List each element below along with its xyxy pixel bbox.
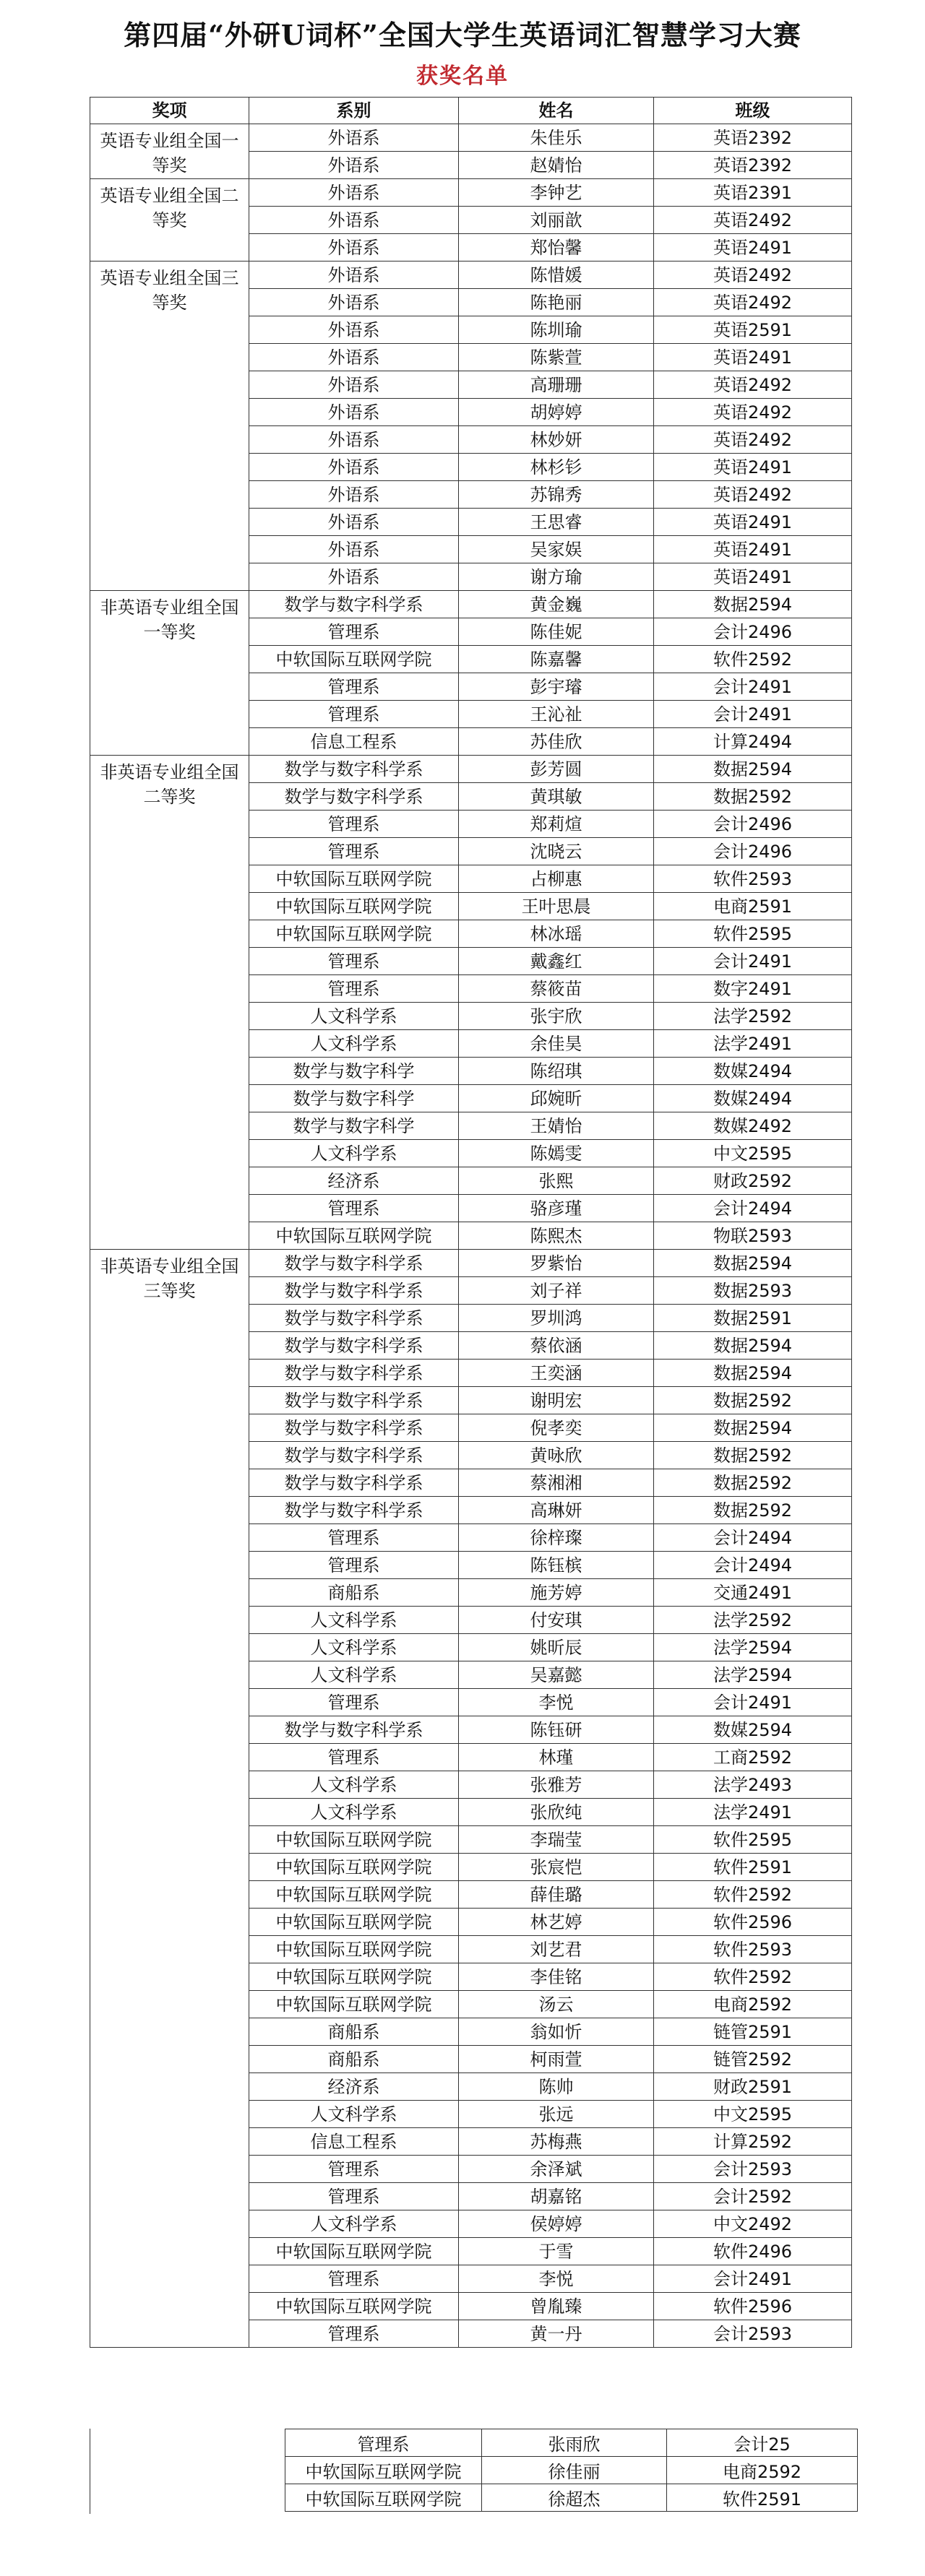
department-cell: 外语系	[249, 262, 459, 289]
class-cell: 数字2491	[654, 975, 852, 1003]
name-cell: 苏锦秀	[459, 481, 654, 509]
name-cell: 张欣纯	[459, 1799, 654, 1826]
department-cell: 数学与数字科学系	[249, 1469, 459, 1497]
name-cell: 张宸恺	[459, 1854, 654, 1881]
department-cell: 数学与数字科学系	[249, 591, 459, 618]
class-cell: 数据2594	[654, 591, 852, 618]
name-cell: 陈熙杰	[459, 1222, 654, 1250]
name-cell: 黄咏欣	[459, 1442, 654, 1469]
name-cell: 柯雨萱	[459, 2046, 654, 2073]
name-cell: 徐佳丽	[482, 2457, 667, 2484]
name-cell: 陈嫣雯	[459, 1140, 654, 1167]
name-cell: 李悦	[459, 1689, 654, 1716]
class-cell: 数据2594	[654, 1250, 852, 1277]
department-cell: 外语系	[249, 426, 459, 454]
department-cell: 外语系	[249, 454, 459, 481]
class-cell: 英语2492	[654, 371, 852, 399]
name-cell: 李佳铭	[459, 1963, 654, 1991]
class-cell: 法学2594	[654, 1661, 852, 1689]
extra-rows-table	[285, 2429, 858, 2512]
class-cell: 数据2594	[654, 1360, 852, 1387]
name-cell: 陈绍琪	[459, 1058, 654, 1085]
department-cell: 人文科学系	[249, 1634, 459, 1661]
name-cell: 余泽斌	[459, 2156, 654, 2183]
class-cell: 链管2591	[654, 2018, 852, 2046]
name-cell: 陈钰槟	[459, 1552, 654, 1579]
class-cell: 软件2592	[654, 1963, 852, 1991]
class-cell: 法学2592	[654, 1607, 852, 1634]
name-cell: 陈佳妮	[459, 618, 654, 646]
class-cell: 会计2593	[654, 2156, 852, 2183]
class-cell: 中文2492	[654, 2210, 852, 2238]
table-row	[90, 179, 852, 207]
class-cell: 英语2491	[654, 344, 852, 371]
class-cell: 数据2594	[654, 1414, 852, 1442]
department-cell: 管理系	[249, 1524, 459, 1552]
department-cell: 数学与数字科学系	[249, 1442, 459, 1469]
department-cell: 外语系	[249, 509, 459, 536]
name-cell: 蔡依涵	[459, 1332, 654, 1360]
department-cell: 中软国际互联网学院	[249, 1826, 459, 1854]
class-cell: 英语2392	[654, 124, 852, 152]
department-cell: 中软国际互联网学院	[249, 2238, 459, 2265]
department-cell: 数学与数字科学系	[249, 1305, 459, 1332]
class-cell: 英语2492	[654, 481, 852, 509]
class-cell: 中文2595	[654, 1140, 852, 1167]
department-cell: 外语系	[249, 563, 459, 591]
table-header-row	[90, 98, 852, 124]
class-cell: 会计2491	[654, 673, 852, 701]
department-cell: 管理系	[249, 673, 459, 701]
department-cell: 数学与数字科学	[249, 1112, 459, 1140]
department-cell: 中软国际互联网学院	[249, 1854, 459, 1881]
department-cell: 外语系	[249, 399, 459, 426]
department-cell: 管理系	[249, 975, 459, 1003]
department-cell: 外语系	[249, 344, 459, 371]
name-cell: 吴嘉懿	[459, 1661, 654, 1689]
department-cell: 外语系	[249, 289, 459, 316]
name-cell: 陈圳瑜	[459, 316, 654, 344]
department-cell: 外语系	[249, 124, 459, 152]
table-row	[90, 262, 852, 289]
name-cell: 朱佳乐	[459, 124, 654, 152]
class-cell: 数媒2494	[654, 1085, 852, 1112]
department-cell: 中软国际互联网学院	[285, 2484, 482, 2512]
department-cell: 管理系	[249, 1689, 459, 1716]
class-cell: 软件2593	[654, 865, 852, 893]
table-row	[90, 591, 852, 618]
name-cell: 林瑾	[459, 1744, 654, 1771]
name-cell: 林妙妍	[459, 426, 654, 454]
department-cell: 数学与数字科学系	[249, 1497, 459, 1524]
department-cell: 管理系	[249, 618, 459, 646]
name-cell: 沈晓云	[459, 838, 654, 865]
department-cell: 人文科学系	[249, 1003, 459, 1030]
class-cell: 软件2591	[654, 1854, 852, 1881]
class-cell: 软件2595	[654, 920, 852, 948]
prize-cell: 英语专业组全国一等奖	[90, 124, 249, 179]
class-cell: 会计2496	[654, 618, 852, 646]
department-cell: 中软国际互联网学院	[249, 865, 459, 893]
department-cell: 人文科学系	[249, 1661, 459, 1689]
class-cell: 英语2392	[654, 152, 852, 179]
name-cell: 彭芳圆	[459, 756, 654, 783]
class-cell: 会计2494	[654, 1552, 852, 1579]
department-cell: 管理系	[249, 838, 459, 865]
name-cell: 陈艳丽	[459, 289, 654, 316]
name-cell: 施芳婷	[459, 1579, 654, 1607]
department-cell: 管理系	[249, 2156, 459, 2183]
class-cell: 数据2593	[654, 1277, 852, 1305]
department-cell: 管理系	[285, 2429, 482, 2457]
department-cell: 外语系	[249, 207, 459, 234]
name-cell: 薛佳璐	[459, 1881, 654, 1909]
class-cell: 会计2496	[654, 838, 852, 865]
class-cell: 英语2591	[654, 316, 852, 344]
class-cell: 法学2491	[654, 1030, 852, 1058]
class-cell: 数据2594	[654, 756, 852, 783]
name-cell: 刘丽歆	[459, 207, 654, 234]
name-cell: 邱婉昕	[459, 1085, 654, 1112]
department-cell: 外语系	[249, 536, 459, 563]
name-cell: 郑怡馨	[459, 234, 654, 262]
department-cell: 中软国际互联网学院	[249, 920, 459, 948]
class-cell: 英语2492	[654, 207, 852, 234]
class-cell: 数据2592	[654, 783, 852, 811]
department-cell: 数学与数字科学系	[249, 783, 459, 811]
department-cell: 数学与数字科学系	[249, 1716, 459, 1744]
department-cell: 商船系	[249, 1579, 459, 1607]
department-cell: 信息工程系	[249, 2128, 459, 2156]
class-cell: 软件2593	[654, 1936, 852, 1963]
class-cell: 英语2491	[654, 454, 852, 481]
department-cell: 中软国际互联网学院	[249, 2293, 459, 2320]
name-cell: 李悦	[459, 2265, 654, 2293]
prize-cell: 非英语专业组全国三等奖	[90, 1250, 249, 2348]
name-cell: 张宇欣	[459, 1003, 654, 1030]
class-cell: 数据2591	[654, 1305, 852, 1332]
class-cell: 英语2491	[654, 563, 852, 591]
department-cell: 外语系	[249, 234, 459, 262]
name-cell: 吴家娱	[459, 536, 654, 563]
department-cell: 中软国际互联网学院	[249, 646, 459, 673]
name-cell: 蔡筱苗	[459, 975, 654, 1003]
department-cell: 商船系	[249, 2046, 459, 2073]
department-cell: 外语系	[249, 152, 459, 179]
name-cell: 倪孝奕	[459, 1414, 654, 1442]
table-row	[285, 2429, 858, 2457]
class-cell: 中文2595	[654, 2101, 852, 2128]
class-cell: 数媒2492	[654, 1112, 852, 1140]
department-cell: 商船系	[249, 2018, 459, 2046]
name-cell: 占柳惠	[459, 865, 654, 893]
department-cell: 人文科学系	[249, 1607, 459, 1634]
name-cell: 付安琪	[459, 1607, 654, 1634]
class-cell: 交通2491	[654, 1579, 852, 1607]
name-cell: 王奕涵	[459, 1360, 654, 1387]
name-cell: 汤云	[459, 1991, 654, 2018]
department-cell: 管理系	[249, 1195, 459, 1222]
name-cell: 彭宇璿	[459, 673, 654, 701]
class-cell: 英语2491	[654, 536, 852, 563]
name-cell: 黄琪敏	[459, 783, 654, 811]
extra-rows-left-border	[90, 2429, 285, 2514]
department-cell: 人文科学系	[249, 2101, 459, 2128]
class-cell: 英语2391	[654, 179, 852, 207]
class-cell: 英语2491	[654, 234, 852, 262]
department-cell: 人文科学系	[249, 2210, 459, 2238]
department-cell: 管理系	[249, 2183, 459, 2210]
class-cell: 电商2592	[667, 2457, 858, 2484]
class-cell: 英语2491	[654, 509, 852, 536]
class-cell: 会计2593	[654, 2320, 852, 2348]
department-cell: 数学与数字科学系	[249, 1360, 459, 1387]
name-cell: 苏佳欣	[459, 728, 654, 756]
class-cell: 财政2591	[654, 2073, 852, 2101]
header-name: 姓名	[459, 98, 654, 124]
class-cell: 物联2593	[654, 1222, 852, 1250]
header-department: 系别	[249, 98, 459, 124]
class-cell: 数媒2494	[654, 1058, 852, 1085]
award-table-body	[90, 124, 852, 2348]
department-cell: 信息工程系	[249, 728, 459, 756]
class-cell: 数据2594	[654, 1332, 852, 1360]
class-cell: 软件2592	[654, 1881, 852, 1909]
class-cell: 软件2591	[667, 2484, 858, 2512]
department-cell: 人文科学系	[249, 1799, 459, 1826]
prize-cell: 非英语专业组全国二等奖	[90, 756, 249, 1250]
prize-cell: 英语专业组全国二等奖	[90, 179, 249, 262]
department-cell: 人文科学系	[249, 1140, 459, 1167]
table-row	[285, 2457, 858, 2484]
department-cell: 外语系	[249, 179, 459, 207]
class-cell: 会计2491	[654, 948, 852, 975]
department-cell: 管理系	[249, 1552, 459, 1579]
name-cell: 王叶思晨	[459, 893, 654, 920]
class-cell: 软件2595	[654, 1826, 852, 1854]
name-cell: 王沁祉	[459, 701, 654, 728]
department-cell: 数学与数字科学	[249, 1085, 459, 1112]
class-cell: 会计2491	[654, 2265, 852, 2293]
name-cell: 郑莉煊	[459, 811, 654, 838]
name-cell: 张雅芳	[459, 1771, 654, 1799]
department-cell: 数学与数字科学系	[249, 1387, 459, 1414]
table-row	[285, 2484, 858, 2512]
name-cell: 李瑞莹	[459, 1826, 654, 1854]
name-cell: 张远	[459, 2101, 654, 2128]
department-cell: 中软国际互联网学院	[285, 2457, 482, 2484]
name-cell: 苏梅燕	[459, 2128, 654, 2156]
prize-cell: 英语专业组全国三等奖	[90, 262, 249, 591]
class-cell: 电商2591	[654, 893, 852, 920]
department-cell: 管理系	[249, 701, 459, 728]
department-cell: 管理系	[249, 948, 459, 975]
department-cell: 数学与数字科学系	[249, 1414, 459, 1442]
name-cell: 陈钰研	[459, 1716, 654, 1744]
name-cell: 王思睿	[459, 509, 654, 536]
class-cell: 软件2496	[654, 2238, 852, 2265]
department-cell: 数学与数字科学	[249, 1058, 459, 1085]
class-cell: 法学2493	[654, 1771, 852, 1799]
name-cell: 林冰瑶	[459, 920, 654, 948]
name-cell: 陈嘉馨	[459, 646, 654, 673]
name-cell: 陈惜媛	[459, 262, 654, 289]
department-cell: 经济系	[249, 2073, 459, 2101]
name-cell: 骆彦瑾	[459, 1195, 654, 1222]
table-row	[90, 124, 852, 152]
class-cell: 计算2592	[654, 2128, 852, 2156]
class-cell: 链管2592	[654, 2046, 852, 2073]
department-cell: 外语系	[249, 316, 459, 344]
class-cell: 数据2592	[654, 1387, 852, 1414]
class-cell: 软件2592	[654, 646, 852, 673]
department-cell: 中软国际互联网学院	[249, 1222, 459, 1250]
department-cell: 管理系	[249, 2320, 459, 2348]
document-subtitle: 获奖名单	[416, 64, 509, 89]
name-cell: 戴鑫红	[459, 948, 654, 975]
department-cell: 中软国际互联网学院	[249, 1936, 459, 1963]
name-cell: 徐梓璨	[459, 1524, 654, 1552]
department-cell: 经济系	[249, 1167, 459, 1195]
department-cell: 数学与数字科学系	[249, 1332, 459, 1360]
department-cell: 中软国际互联网学院	[249, 1881, 459, 1909]
class-cell: 法学2594	[654, 1634, 852, 1661]
name-cell: 黄一丹	[459, 2320, 654, 2348]
name-cell: 谢方瑜	[459, 563, 654, 591]
class-cell: 工商2592	[654, 1744, 852, 1771]
name-cell: 陈紫萱	[459, 344, 654, 371]
name-cell: 张熙	[459, 1167, 654, 1195]
class-cell: 电商2592	[654, 1991, 852, 2018]
department-cell: 数学与数字科学系	[249, 756, 459, 783]
department-cell: 管理系	[249, 1744, 459, 1771]
class-cell: 会计2496	[654, 811, 852, 838]
name-cell: 翁如忻	[459, 2018, 654, 2046]
name-cell: 陈帅	[459, 2073, 654, 2101]
department-cell: 人文科学系	[249, 1771, 459, 1799]
department-cell: 数学与数字科学系	[249, 1277, 459, 1305]
prize-cell: 非英语专业组全国一等奖	[90, 591, 249, 756]
class-cell: 财政2592	[654, 1167, 852, 1195]
class-cell: 英语2492	[654, 426, 852, 454]
class-cell: 数据2592	[654, 1442, 852, 1469]
class-cell: 会计2494	[654, 1195, 852, 1222]
department-cell: 外语系	[249, 481, 459, 509]
extra-rows-body	[285, 2429, 858, 2512]
name-cell: 余佳昊	[459, 1030, 654, 1058]
class-cell: 数据2592	[654, 1469, 852, 1497]
name-cell: 蔡湘湘	[459, 1469, 654, 1497]
class-cell: 会计25	[667, 2429, 858, 2457]
header-prize: 奖项	[90, 98, 249, 124]
department-cell: 中软国际互联网学院	[249, 1909, 459, 1936]
class-cell: 英语2492	[654, 262, 852, 289]
name-cell: 罗紫怡	[459, 1250, 654, 1277]
name-cell: 刘子祥	[459, 1277, 654, 1305]
class-cell: 英语2492	[654, 289, 852, 316]
class-cell: 会计2491	[654, 701, 852, 728]
name-cell: 曾胤臻	[459, 2293, 654, 2320]
class-cell: 软件2596	[654, 2293, 852, 2320]
name-cell: 李钟艺	[459, 179, 654, 207]
class-cell: 会计2494	[654, 1524, 852, 1552]
department-cell: 中软国际互联网学院	[249, 1963, 459, 1991]
name-cell: 谢明宏	[459, 1387, 654, 1414]
name-cell: 胡婷婷	[459, 399, 654, 426]
document-title: 第四届“外研U词杯”全国大学生英语词汇智慧学习大赛	[124, 19, 801, 51]
class-cell: 英语2492	[654, 399, 852, 426]
name-cell: 侯婷婷	[459, 2210, 654, 2238]
class-cell: 会计2592	[654, 2183, 852, 2210]
name-cell: 姚昕辰	[459, 1634, 654, 1661]
class-cell: 数媒2594	[654, 1716, 852, 1744]
department-cell: 管理系	[249, 2265, 459, 2293]
name-cell: 刘艺君	[459, 1936, 654, 1963]
name-cell: 王婧怡	[459, 1112, 654, 1140]
department-cell: 数学与数字科学系	[249, 1250, 459, 1277]
name-cell: 黄金巍	[459, 591, 654, 618]
department-cell: 中软国际互联网学院	[249, 1991, 459, 2018]
name-cell: 高珊珊	[459, 371, 654, 399]
class-cell: 法学2592	[654, 1003, 852, 1030]
award-table	[90, 97, 852, 2348]
table-row	[90, 756, 852, 783]
header-class: 班级	[654, 98, 852, 124]
name-cell: 高琳妍	[459, 1497, 654, 1524]
class-cell: 法学2491	[654, 1799, 852, 1826]
department-cell: 外语系	[249, 371, 459, 399]
name-cell: 胡嘉铭	[459, 2183, 654, 2210]
department-cell: 中软国际互联网学院	[249, 893, 459, 920]
name-cell: 林杉钐	[459, 454, 654, 481]
class-cell: 数据2592	[654, 1497, 852, 1524]
name-cell: 张雨欣	[482, 2429, 667, 2457]
table-row	[90, 1250, 852, 1277]
name-cell: 徐超杰	[482, 2484, 667, 2512]
name-cell: 罗圳鸿	[459, 1305, 654, 1332]
name-cell: 林艺婷	[459, 1909, 654, 1936]
class-cell: 软件2596	[654, 1909, 852, 1936]
class-cell: 计算2494	[654, 728, 852, 756]
name-cell: 赵婧怡	[459, 152, 654, 179]
name-cell: 于雪	[459, 2238, 654, 2265]
class-cell: 会计2491	[654, 1689, 852, 1716]
department-cell: 人文科学系	[249, 1030, 459, 1058]
department-cell: 管理系	[249, 811, 459, 838]
